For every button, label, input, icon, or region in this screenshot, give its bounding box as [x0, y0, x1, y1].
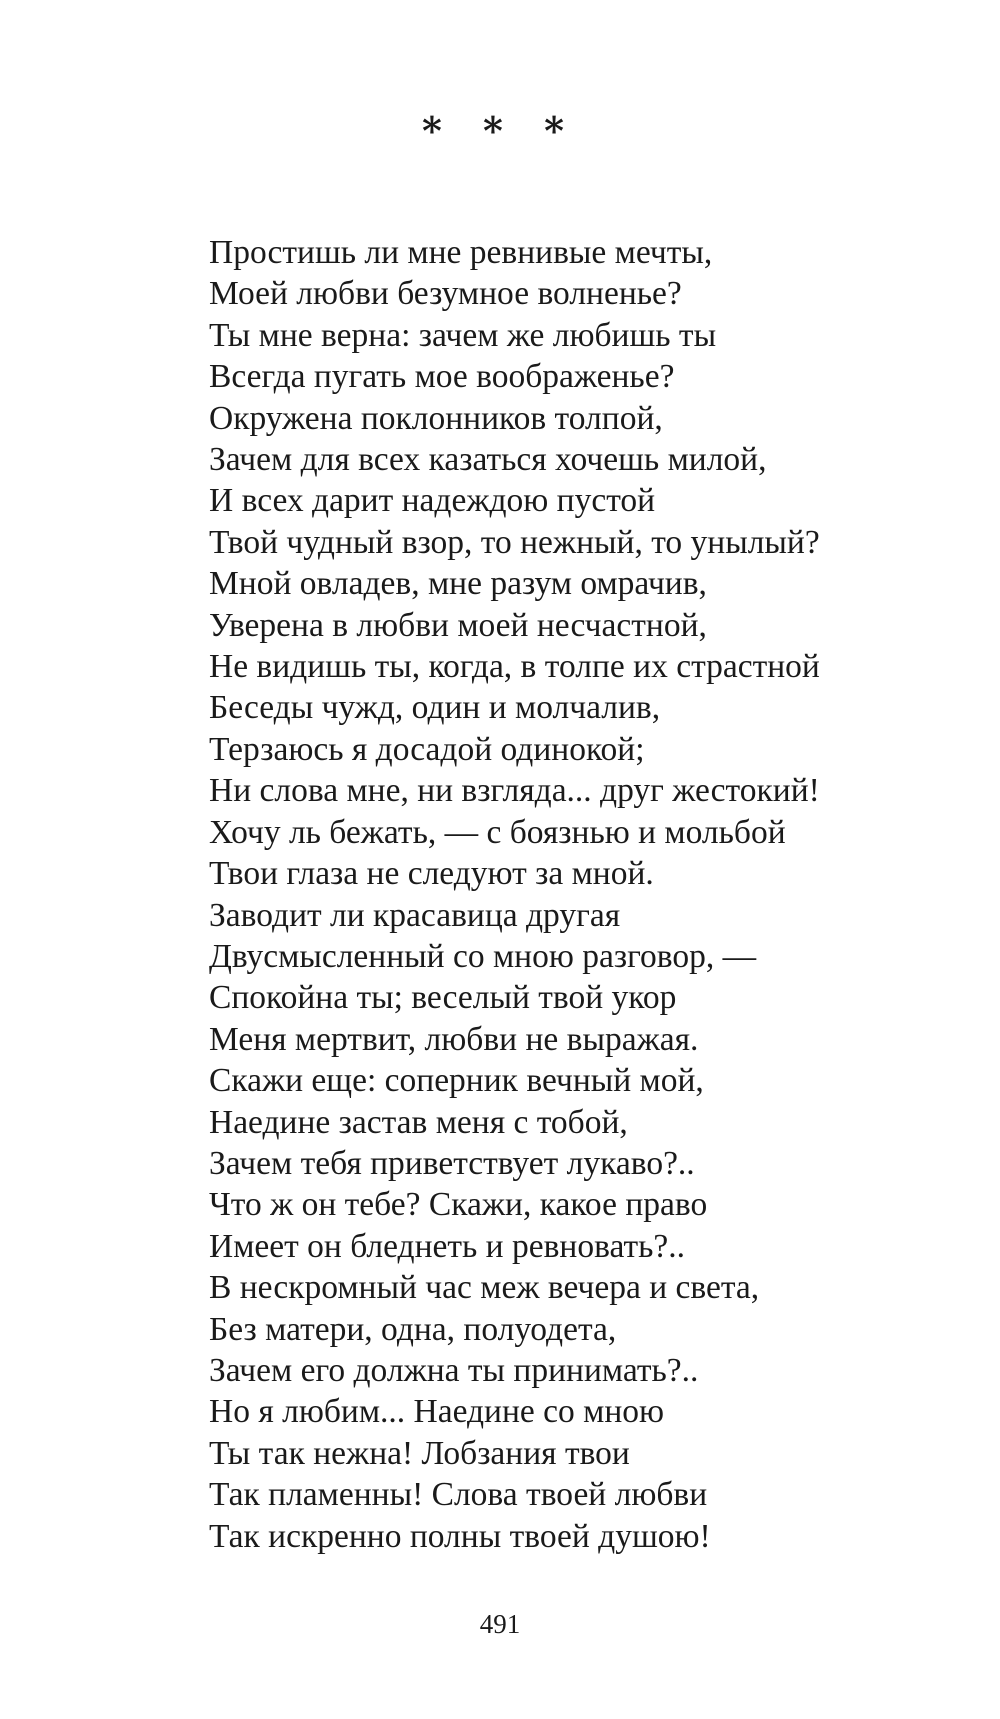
poem-line: Ни слова мне, ни взгляда... друг жестокий! — [209, 772, 820, 810]
poem-line: Простишь ли мне ревнивые мечты, — [209, 234, 713, 271]
poem-line: Беседы чужд, один и молчалив, — [209, 689, 661, 727]
poem-line: Без матери, одна, полуодета, — [209, 1310, 617, 1348]
poem-line: Но я любим... Наедине со мною — [209, 1393, 665, 1431]
poem-line: Зачем тебя приветствует лукаво?.. — [209, 1144, 695, 1182]
poem-line: Терзаюсь я досадой одинокой; — [209, 730, 645, 768]
poem-line: Твой чудный взор, то нежный, то унылый? — [209, 523, 820, 561]
section-divider: * * * — [421, 108, 579, 153]
poem-line: Окружена поклонников толпой, — [209, 399, 663, 437]
poem-line: Мной овладев, мне разум омрачив, — [209, 565, 707, 603]
poem-line: Всегда пугать мое воображенье? — [209, 358, 675, 396]
poem-line: Что ж он тебе? Скажи, какое право — [209, 1186, 708, 1224]
poem-line: В нескромный час меж вечера и света, — [209, 1269, 760, 1307]
poem-line: Скажи еще: соперник вечный мой, — [209, 1062, 704, 1100]
poem-line: Так искренно полны твоей душою! — [209, 1517, 711, 1555]
poem-line: Уверена в любви моей несчастной, — [209, 606, 707, 644]
page-number: 491 — [479, 1609, 521, 1639]
poem-line: И всех дарит надеждою пустой — [209, 482, 656, 520]
poem-line: Заводит ли красавица другая — [209, 896, 621, 934]
poem-line: Не видишь ты, когда, в толпе их страстной — [209, 648, 820, 686]
poem-line: Так пламенны! Слова твоей любви — [209, 1476, 708, 1514]
poem-line: Ты мне верна: зачем же любишь ты — [209, 316, 717, 354]
poem-line: Хочу ль бежать, — с боязнью и мольбой — [209, 813, 786, 851]
poem-text — [209, 232, 820, 1557]
poem-line: Зачем его должна ты принимать?.. — [209, 1351, 699, 1389]
poem-line: Зачем для всех казаться хочешь милой, — [209, 441, 767, 479]
poem-line: Моей любви безумное волненье? — [209, 275, 682, 313]
poem-line: Двусмысленный со мною разговор, — — [209, 937, 757, 975]
poem-line: Меня мертвит, любви не выражая. — [209, 1020, 699, 1058]
poem-line: Твои глаза не следуют за мной. — [209, 855, 654, 893]
poem-line: Имеет он бледнеть и ревновать?.. — [209, 1227, 686, 1265]
poem-line: Ты так нежна! Лобзания твои — [209, 1434, 630, 1472]
poem-line: Наедине застав меня с тобой, — [209, 1103, 628, 1141]
poem-line: Спокойна ты; веселый твой укор — [209, 979, 677, 1017]
